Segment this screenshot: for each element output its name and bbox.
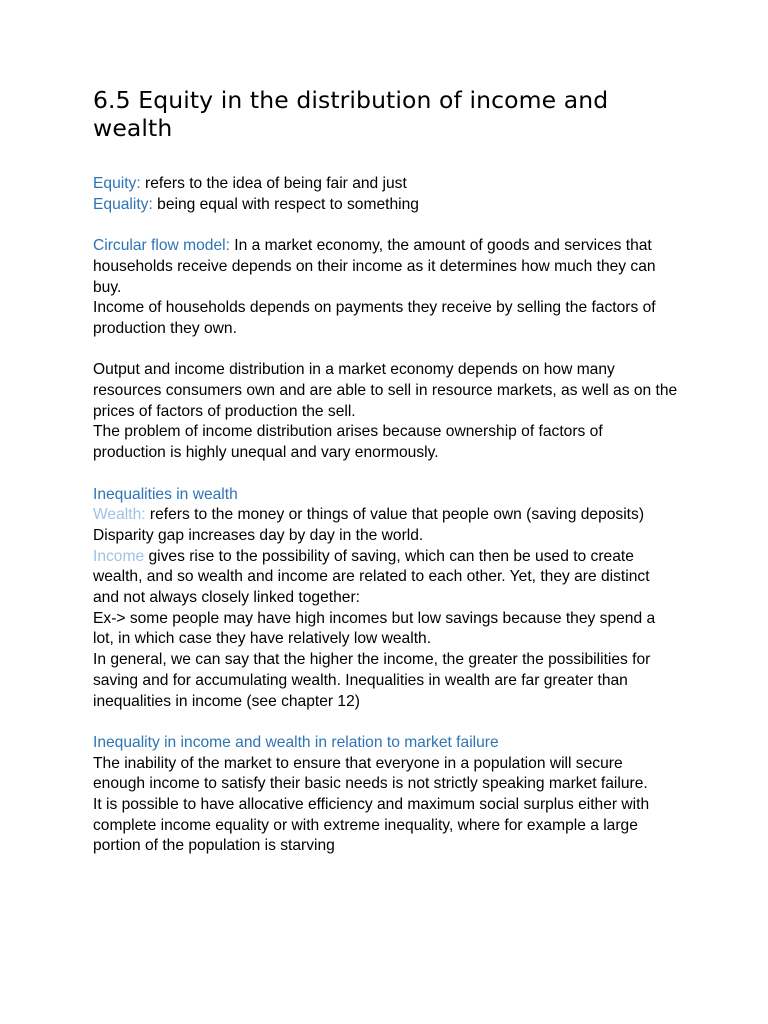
spacer [93, 712, 678, 733]
equity-definition [93, 174, 678, 195]
circular-flow-term: Circular flow model: [93, 237, 230, 255]
output-paragraph: Output and income distribution in a market economy depends on how many resources consumers own and are able to sell in resource markets, as well as on the prices of factors of production the sell. [93, 361, 678, 420]
circular-flow-paragraph [93, 236, 678, 298]
spacer [93, 340, 678, 361]
market-failure-heading: Inequality in income and wealth in relation to market failure [93, 733, 499, 751]
page-title: 6.5 Equity in the distribution of income and wealth [93, 86, 609, 142]
example-paragraph: Ex-> some people may have high incomes but low savings because they spend a lot, in which case they have relatively low wealth. [93, 609, 656, 648]
equity-term: Equity: [93, 175, 141, 192]
document-page [93, 86, 678, 857]
household-income-paragraph: Income of households depends on payments they receive by selling the factors of production they own. [93, 299, 656, 337]
distribution-problem-paragraph: The problem of income distribution arises because ownership of factors of production is highly unequal and vary enormously. [93, 423, 603, 462]
circular-flow-text: In a market economy, the amount of goods and services that households receive depends on their income as it determines how much they can buy. [93, 237, 656, 296]
market-failure-paragraph-1: The inability of the market to ensure that everyone in a population will secure enough income to satisfy their basic needs is not strictly speaking market failure. [93, 754, 648, 793]
wealth-section-heading: Inequalities in wealth [93, 485, 238, 503]
income-term: Income [93, 547, 145, 565]
wealth-text: refers to the money or things of value that people own (saving deposits) [145, 506, 645, 524]
equality-text: being equal with respect to something [152, 195, 419, 213]
equality-term: Equality: [93, 195, 153, 213]
wealth-term: Wealth: [93, 506, 146, 524]
income-paragraph [93, 547, 678, 609]
wealth-definition [93, 505, 678, 526]
spacer [93, 464, 678, 485]
equality-definition [93, 195, 678, 216]
general-paragraph: In general, we can say that the higher the income, the greater the possibilities for saving and for accumulating wealth. Inequalities in wealth are far greater than inequalities in income (see chapter 12) [93, 651, 651, 710]
spacer [93, 215, 678, 236]
disparity-paragraph: Disparity gap increases day by day in the world. [93, 526, 424, 544]
market-failure-paragraph-2: It is possible to have allocative efficiency and maximum social surplus either with complete income equality or with extreme inequality, where for example a large portion of the population is starving [93, 796, 650, 855]
income-text: gives rise to the possibility of saving, which can then be used to create wealth, and so wealth and income are related to each other. Yet, they are distinct and not always closely linked together: [93, 547, 650, 607]
equity-text: refers to the idea of being fair and just [140, 175, 407, 192]
